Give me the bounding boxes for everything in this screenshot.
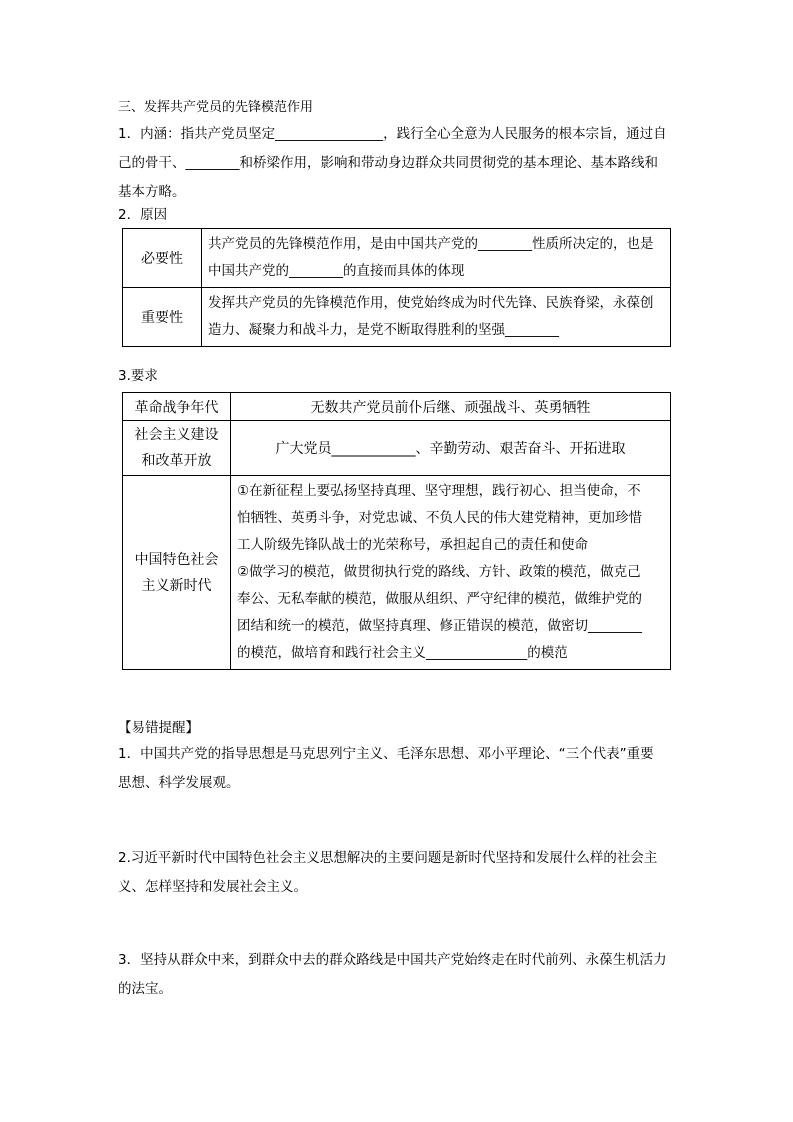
item1-line2: 己的骨干、________和桥梁作用，影响和带动身边群众共同贯彻党的基本理论、基本路线和 — [118, 155, 658, 171]
req-text-war: 无数共产党员前仆后继、顽强战斗、英勇牺牲 — [231, 393, 671, 421]
item1-line3: 基本方略。 — [118, 184, 186, 200]
reason-text-importance — [202, 288, 671, 347]
reason-label-importance: 重要性 — [123, 288, 202, 347]
reminder-line: 思想、科学发展观。 — [118, 775, 240, 791]
reminder-line: 3．坚持从群众中来，到群众中去的群众路线是中国共产党始终走在时代前列、永葆生机活力 — [118, 952, 667, 968]
table-row — [123, 476, 671, 670]
reminder-item-1 — [118, 740, 678, 798]
req-label-war: 革命战争年代 — [123, 393, 231, 421]
reminder-line: 1．中国共产党的指导思想是马克思列宁主义、毛泽东思想、邓小平理论、“三个代表”重要 — [118, 746, 654, 762]
reason-line: 共产党员的先锋模范作用，是由中国共产党的________性质所决定的，也是 — [208, 236, 654, 252]
req-text-new-era — [231, 476, 671, 670]
table-row — [123, 421, 671, 476]
reminder-item-2 — [118, 844, 678, 902]
req-label-new-era — [123, 476, 231, 670]
req-label-construction — [123, 421, 231, 476]
section-heading: 三、发挥共产党员的先锋模范作用 — [118, 100, 314, 115]
reason-line: 造力、凝聚力和战斗力，是党不断取得胜利的坚强________ — [208, 322, 559, 338]
item3-label: 3.要求 — [118, 368, 158, 384]
item1-paragraph — [118, 120, 678, 207]
table-row — [123, 229, 671, 288]
reason-text-necessity — [202, 229, 671, 288]
reminder-line: 2.习近平新时代中国特色社会主义思想解决的主要问题是新时代坚持和发展什么样的社会主 — [118, 850, 658, 866]
req-text-construction: 广大党员____________、辛勤劳动、艰苦奋斗、开拓进取 — [231, 421, 671, 476]
table-row — [123, 393, 671, 421]
req-line: 团结和统一的模范，做坚持真理、修正错误的模范，做密切________ — [237, 618, 642, 634]
req-label-line: 中国特色社会 — [134, 551, 219, 568]
item1-line1: 1．内涵：指共产党员坚定________________，践行全心全意为人民服务的根本宗旨，通过自 — [118, 126, 667, 142]
requirements-table — [122, 392, 671, 670]
req-label-line: 社会主义建设 — [134, 427, 219, 443]
req-line: 的模范，做培育和践行社会主义_______________的模范 — [237, 645, 568, 661]
req-line: ②做学习的模范，做贯彻执行党的路线、方针、政策的模范，做克己 — [237, 564, 641, 580]
table-row — [123, 288, 671, 347]
req-line: 工人阶级先锋队战士的光荣称号，承担起自己的责任和使命 — [237, 537, 588, 553]
reason-line: 中国共产党的________的直接而具体的体现 — [208, 263, 465, 279]
reasons-table — [122, 228, 671, 347]
req-label-line: 和改革开放 — [141, 453, 212, 469]
req-line: 怕牺牲、英勇斗争，对党忠诚、不负人民的伟大建党精神，更加珍惜 — [237, 510, 642, 526]
req-line: ①在新征程上要弘扬坚持真理、坚守理想，践行初心、担当使命，不 — [237, 483, 641, 499]
reminder-line: 义、怎样坚持和发展社会主义。 — [118, 879, 307, 895]
reminder-line: 的法宝。 — [118, 981, 172, 997]
reason-line: 发挥共产党员的先锋模范作用，使党始终成为时代先锋、民族脊梁，永葆创 — [208, 295, 654, 311]
reminder-title: 【易错提醒】 — [118, 720, 199, 736]
reminder-item-3 — [118, 946, 678, 1004]
item2-label: 2．原因 — [118, 207, 168, 223]
req-label-line: 主义新时代 — [141, 577, 212, 594]
reason-label-necessity: 必要性 — [123, 229, 202, 288]
req-line: 奉公、无私奉献的模范，做服从组织、严守纪律的模范，做维护党的 — [237, 591, 642, 607]
